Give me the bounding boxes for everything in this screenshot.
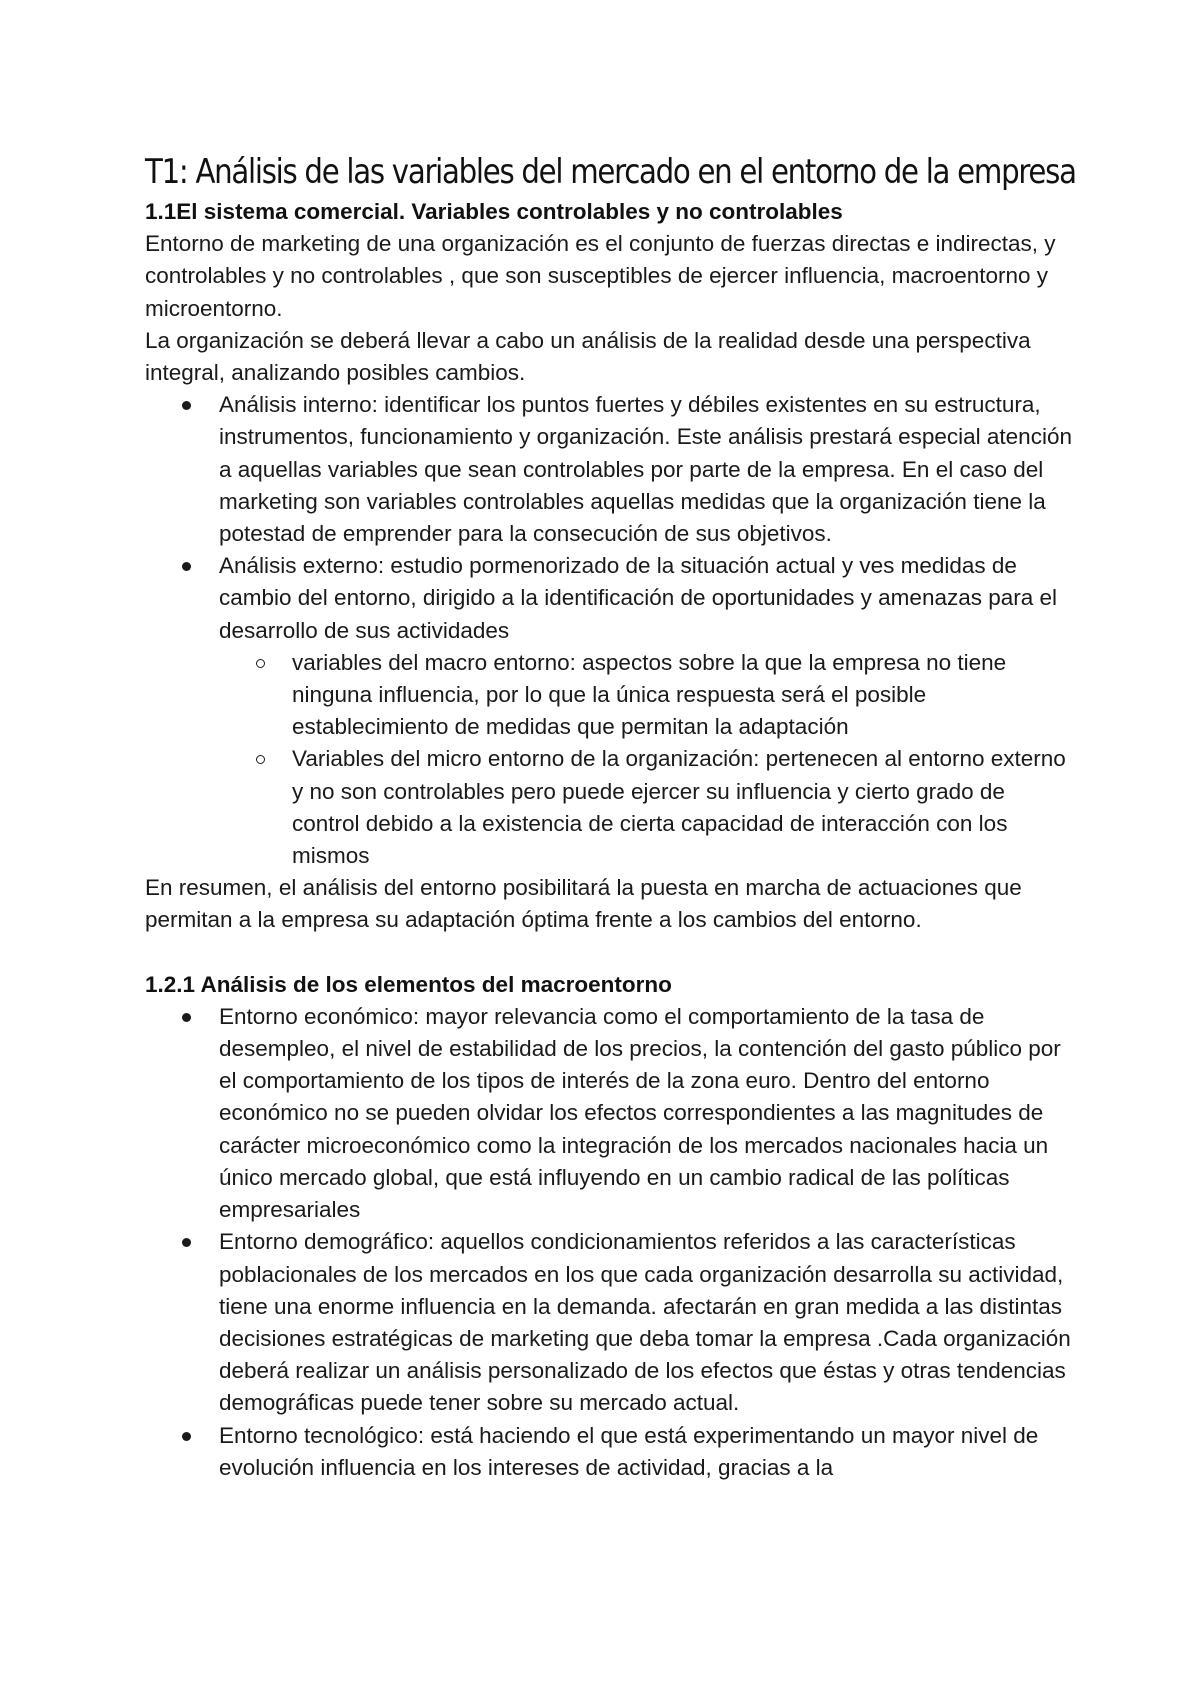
bullet-dot-icon (182, 1238, 191, 1247)
bullet-list (145, 389, 1075, 872)
list-item (219, 389, 1075, 550)
bullet-circle-icon (256, 755, 265, 764)
bullet-dot-icon (182, 1432, 191, 1441)
list-item-text: Entorno económico: mayor relevancia como el comportamiento de la tasa de desempleo, el nivel de estabilidad de los precios, la contención del gasto público por el comportamiento de los tipos de interés de la zona euro. Dentro del entorno económico no se pueden olvidar los efectos correspondientes a las magnitudes de carácter microeconómico como la integración de los mercados nacionales hacia un único mercado global, que está influyendo en un cambio radical de las políticas empresariales (219, 1003, 1061, 1223)
bullet-list (145, 1001, 1075, 1484)
sub-list-item-text: variables del macro entorno: aspectos sobre la que la empresa no tiene ninguna influencia, por lo que la única respuesta será el posible establecimiento de medidas que permitan la adaptación (292, 649, 1007, 740)
document-title: T1: Análisis de las variables del mercado en el entorno de la empresa (145, 152, 1076, 192)
list-item (219, 1420, 1075, 1484)
bullet-circle-icon (256, 659, 265, 668)
bullet-dot-icon (182, 1013, 191, 1022)
section-heading-1-2-1: 1.2.1 Análisis de los elementos del macroentorno (145, 971, 672, 997)
section-heading-1-1: 1.1El sistema comercial. Variables controlables y no controlables (145, 199, 843, 224)
list-item (219, 1001, 1075, 1226)
list-item-text: Entorno demográfico: aquellos condicionamientos referidos a las características poblacionales de los mercados en los que cada organización desarrolla su actividad, tiene una enorme influencia en la demanda. afectarán en gran medida a las distintas decisiones estratégicas de marketing que deba tomar la empresa .Cada organización deberá realizar un análisis personalizado de los efectos que éstas y otras tendencias demográficas puede tener sobre su mercado actual. (219, 1229, 1071, 1416)
document-body (145, 148, 1075, 1484)
list-item-text: Análisis externo: estudio pormenorizado de la situación actual y ves medidas de cambio del entorno, dirigido a la identificación de oportunidades y amenazas para el desarrollo de sus actividades (219, 553, 1058, 643)
list-item (219, 550, 1075, 872)
summary-paragraph: En resumen, el análisis del entorno posibilitará la puesta en marcha de actuaciones que permitan a la empresa su adaptación óptima frente a los cambios del entorno. (145, 875, 1022, 933)
list-item (219, 1226, 1075, 1419)
sub-list-item (292, 647, 1075, 744)
list-item-text: Análisis interno: identificar los puntos fuertes y débiles existentes en su estructura, instrumentos, funcionamiento y organización. Este análisis prestará especial atención a aquellas variables que sean controlables por parte de la empresa. En el caso del marketing son variables controlables aquellas medidas que la organización tiene la potestad de emprender para la consecución de sus objetivos. (219, 392, 1072, 547)
blank-line (145, 937, 1075, 969)
sub-list-item (292, 743, 1075, 872)
bullet-dot-icon (182, 401, 191, 410)
sub-list-item-text: Variables del micro entorno de la organización: pertenecen al entorno externo y no son controlables pero puede ejercer su influencia y cierto grado de control debido a la existencia de cierta capacidad de interacción con los mismos (292, 746, 1066, 869)
paragraph: La organización se deberá llevar a cabo un análisis de la realidad desde una perspectiva integral, analizando posibles cambios. (145, 327, 1031, 386)
bullet-dot-icon (182, 562, 191, 571)
paragraph: Entorno de marketing de una organización es el conjunto de fuerzas directas e indirectas, y controlables y no controlables , que son susceptibles de ejercer influencia, macroentorno y microentorno. (145, 231, 1056, 321)
sub-bullet-list (219, 647, 1075, 872)
list-item-text: Entorno tecnológico: está haciendo el que está experimentando un mayor nivel de evolución influencia en los intereses de actividad, gracias a la (219, 1422, 1039, 1480)
